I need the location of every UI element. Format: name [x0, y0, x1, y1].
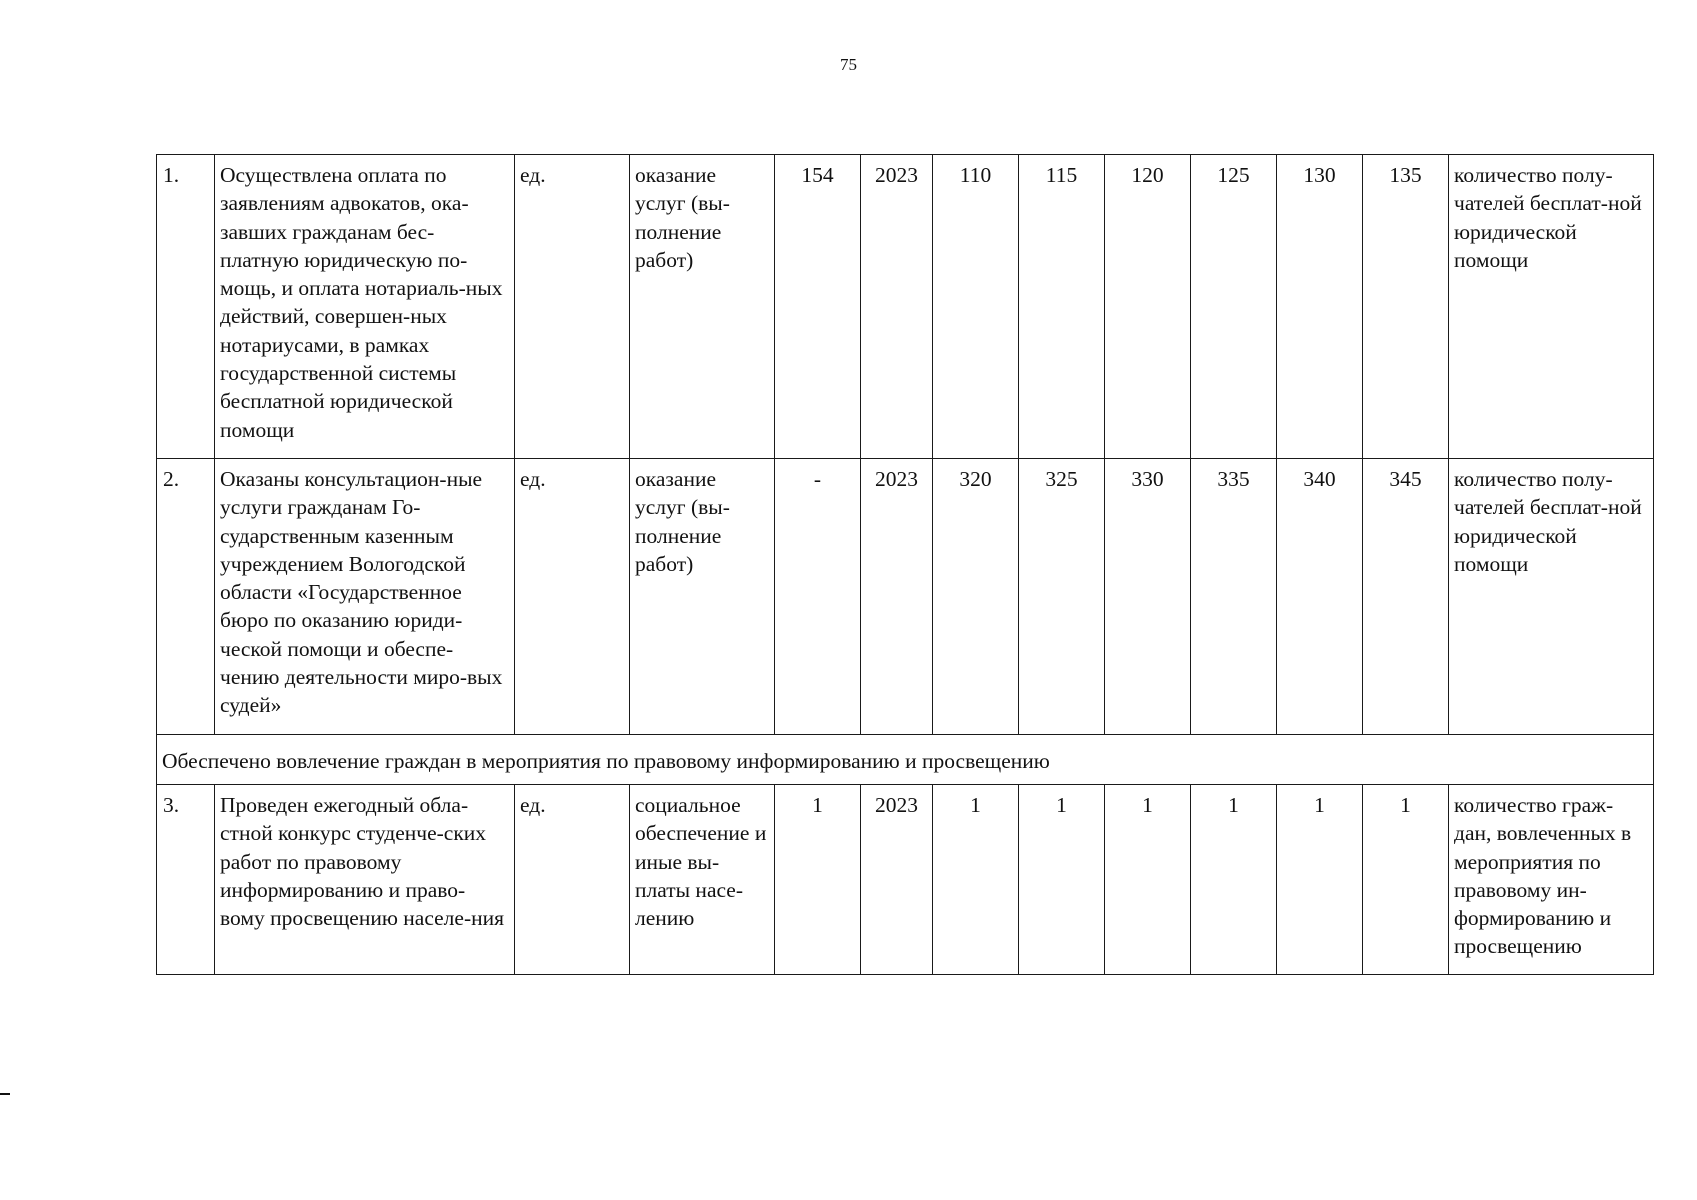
margin-mark [0, 1093, 10, 1095]
value-cell: 1 [1191, 785, 1277, 975]
result-description: Оказаны консультацион-ные услуги гражданам Го-сударственным казенным учреждением Вологодской области «Государственное бюро по оказанию юриди-ческой помощи и обеспе-чению деятельности миро-вых судей» [215, 459, 515, 735]
value-cell: 330 [1105, 459, 1191, 735]
value-cell: 320 [933, 459, 1019, 735]
result-description: Проведен ежегодный обла-стной конкурс студенче-ских работ по правовому информированию и право-вому просвещению населе-ния [215, 785, 515, 975]
base-year-cell: 2023 [861, 155, 933, 459]
value-cell: 1 [1277, 785, 1363, 975]
type-cell: оказание услуг (вы-полнение работ) [630, 459, 775, 735]
type-cell: социальное обеспечение и иные вы-платы насе-лению [630, 785, 775, 975]
indicator-cell: количество полу-чателей бесплат-ной юридической помощи [1449, 459, 1654, 735]
table-row [157, 459, 1654, 735]
results-table [156, 154, 1654, 975]
base-value-cell: 1 [775, 785, 861, 975]
value-cell: 325 [1019, 459, 1105, 735]
base-year-cell: 2023 [861, 459, 933, 735]
value-cell: 135 [1363, 155, 1449, 459]
base-value-cell: - [775, 459, 861, 735]
row-index: 3. [157, 785, 215, 975]
value-cell: 1 [1019, 785, 1105, 975]
base-value-cell: 154 [775, 155, 861, 459]
row-index: 1. [157, 155, 215, 459]
value-cell: 125 [1191, 155, 1277, 459]
unit-cell: ед. [515, 155, 630, 459]
type-cell: оказание услуг (вы-полнение работ) [630, 155, 775, 459]
value-cell: 335 [1191, 459, 1277, 735]
value-cell: 1 [1363, 785, 1449, 975]
indicator-cell: количество граж-дан, вовлеченных в мероприятия по правовому ин-формированию и просвещению [1449, 785, 1654, 975]
table-row [157, 155, 1654, 459]
value-cell: 345 [1363, 459, 1449, 735]
result-description: Осуществлена оплата по заявлениям адвокатов, ока-завших гражданам бес-платную юридическую по-мощь, и оплата нотариаль-ных действий, совершен-ных нотариусами, в рамках государственной системы бесплатной юридической помощи [215, 155, 515, 459]
value-cell: 110 [933, 155, 1019, 459]
unit-cell: ед. [515, 785, 630, 975]
page-number: 75 [840, 55, 857, 74]
section-heading: Обеспечено вовлечение граждан в мероприятия по правовому информированию и просвещению [157, 735, 1654, 785]
unit-cell: ед. [515, 459, 630, 735]
row-index: 2. [157, 459, 215, 735]
indicator-cell: количество полу-чателей бесплат-ной юридической помощи [1449, 155, 1654, 459]
value-cell: 115 [1019, 155, 1105, 459]
value-cell: 130 [1277, 155, 1363, 459]
base-year-cell: 2023 [861, 785, 933, 975]
value-cell: 1 [1105, 785, 1191, 975]
table-row [157, 785, 1654, 975]
value-cell: 340 [1277, 459, 1363, 735]
value-cell: 1 [933, 785, 1019, 975]
value-cell: 120 [1105, 155, 1191, 459]
section-heading-row [157, 735, 1654, 785]
